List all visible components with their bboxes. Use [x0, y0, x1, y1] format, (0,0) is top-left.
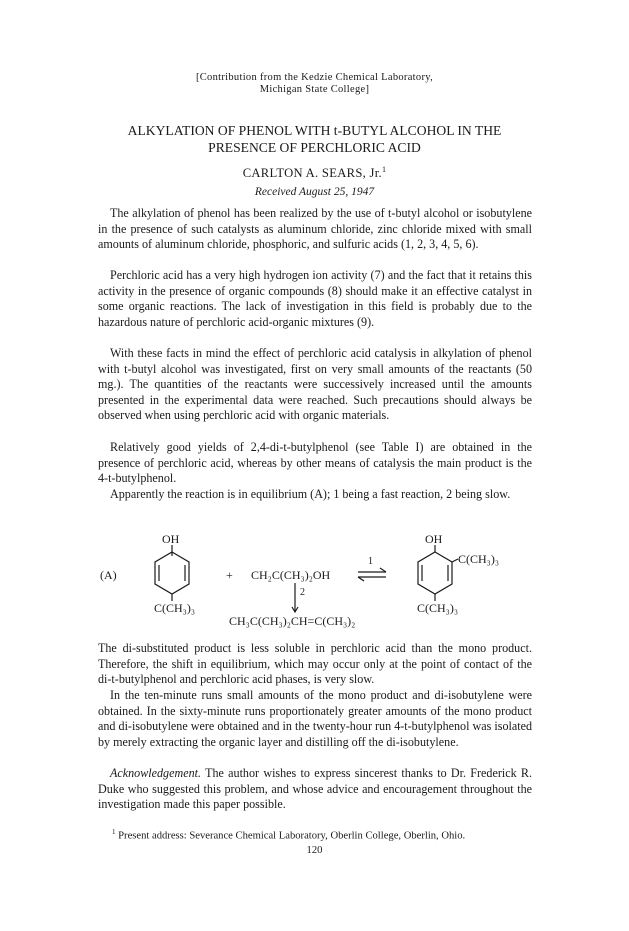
title-line-1: ALKYLATION OF PHENOL WITH t-BUTYL ALCOHOL IN THE — [127, 123, 502, 138]
left-tbutyl: C(CH₃)₃ — [154, 601, 196, 615]
paragraph-6 — [98, 641, 532, 688]
author-footnote-mark: 1 — [381, 165, 387, 174]
paragraph-7-text: In the ten-minute runs small amounts of the mono product and di-isobutylene were obtained. In the sixty-minute runs proportionately greater amounts of the mono product and di-isobutylene were obtained and in the twenty-hour run 4-t-butylphenol was isolated by merely extracting the organic layer and distilling off the di-isobutylene. — [98, 688, 532, 749]
paragraph-4-text: Relatively good yields of 2,4-di-t-butylphenol (see Table I) are obtained in the presence of perchloric acid, whereas by other means of catalysis the main product is the 4-t-butylphenol. — [98, 440, 532, 486]
article-title — [0, 122, 629, 156]
acknowledgement-label: Acknowledgement. — [110, 766, 202, 780]
paragraph-6-text: The di-substituted product is less soluble in perchloric acid than the mono product. Therefore, the shift in equilibrium, which may occur only at the point of contact of the di-t-butylphenol and perchloric acid phases, is very slow. — [98, 641, 532, 687]
footnote-text: Present address: Severance Chemical Laboratory, Oberlin College, Oberlin, Ohio. — [118, 830, 466, 842]
paragraph-3 — [98, 346, 532, 424]
reaction-scheme — [98, 532, 532, 635]
paragraph-8-text: The author wishes to express sincerest thanks to Dr. Frederick R. Duke who suggested this problem, and whose advice and encouragement throughout the investigation made this paper possible. — [98, 766, 532, 812]
diisobutylene: CH₃C(CH₃)₂CH=C(CH₃)₂ — [229, 614, 356, 628]
author-line — [0, 165, 629, 181]
paragraph-5 — [98, 487, 532, 503]
right-para-tbutyl: C(CH₃)₃ — [417, 601, 459, 615]
paragraph-2-text: Perchloric acid has a very high hydrogen ion activity (7) and the fact that it retains this activity in the presence of organic compounds (8) should make it an effective catalyst in some organic reactions. The lack of investigation in this field is probably due to the hazardous nature of perchloric acid-organic mixtures (9). — [98, 268, 532, 329]
received-date: Received August 25, 1947 — [254, 186, 375, 198]
paragraph-8 — [98, 766, 532, 813]
left-benzene-ring — [155, 552, 189, 594]
left-hydroxyl: OH — [162, 532, 180, 546]
paragraph-1 — [98, 206, 532, 253]
contribution-header — [0, 72, 629, 95]
paragraph-4 — [98, 440, 532, 487]
contribution-line-2: Michigan State College] — [259, 84, 370, 95]
paragraph-2 — [98, 268, 532, 330]
right-ortho-tbutyl: C(CH₃)₃ — [458, 552, 500, 566]
paragraph-3-text: With these facts in mind the effect of perchloric acid catalysis in alkylation of phenol with t-butyl alcohol was investigated, first on very small amounts of the reactants (50 mg.). The quantities of the reactants were successively increased until the amounts presented in the experimental data were reached. Such precautions should always be observed when using perchloric acid with organic materials. — [98, 346, 532, 423]
footnote — [112, 828, 532, 842]
right-hydroxyl: OH — [425, 532, 443, 546]
arrow-1-label: 1 — [368, 556, 373, 567]
footnote-mark: 1 — [112, 828, 116, 836]
paragraph-1-text: The alkylation of phenol has been realized by the use of t-butyl alcohol or isobutylene in the presence of such catalysts as aluminum chloride, zinc chloride mixed with small amounts of aluminum chloride, phosphoric, and sulfuric acids (1, 2, 3, 4, 5, 6). — [98, 206, 532, 252]
paragraph-5-text: Apparently the reaction is in equilibrium (A); 1 being a fast reaction, 2 being slow. — [110, 487, 511, 501]
tbutyl-alcohol: CH₂C(CH₃)₂OH — [251, 568, 331, 582]
scheme-label: (A) — [100, 568, 117, 582]
right-benzene-ring — [418, 552, 452, 594]
plus-sign: + — [226, 568, 233, 582]
page-number: 120 — [306, 845, 323, 856]
paragraph-7 — [98, 688, 532, 750]
author-name: CARLTON A. SEARS, Jr. — [242, 166, 382, 181]
title-line-2: PRESENCE OF PERCHLORIC ACID — [208, 140, 421, 155]
arrow-2-label: 2 — [300, 587, 305, 598]
contribution-line-1: [Contribution from the Kedzie Chemical Laboratory, — [195, 72, 434, 83]
